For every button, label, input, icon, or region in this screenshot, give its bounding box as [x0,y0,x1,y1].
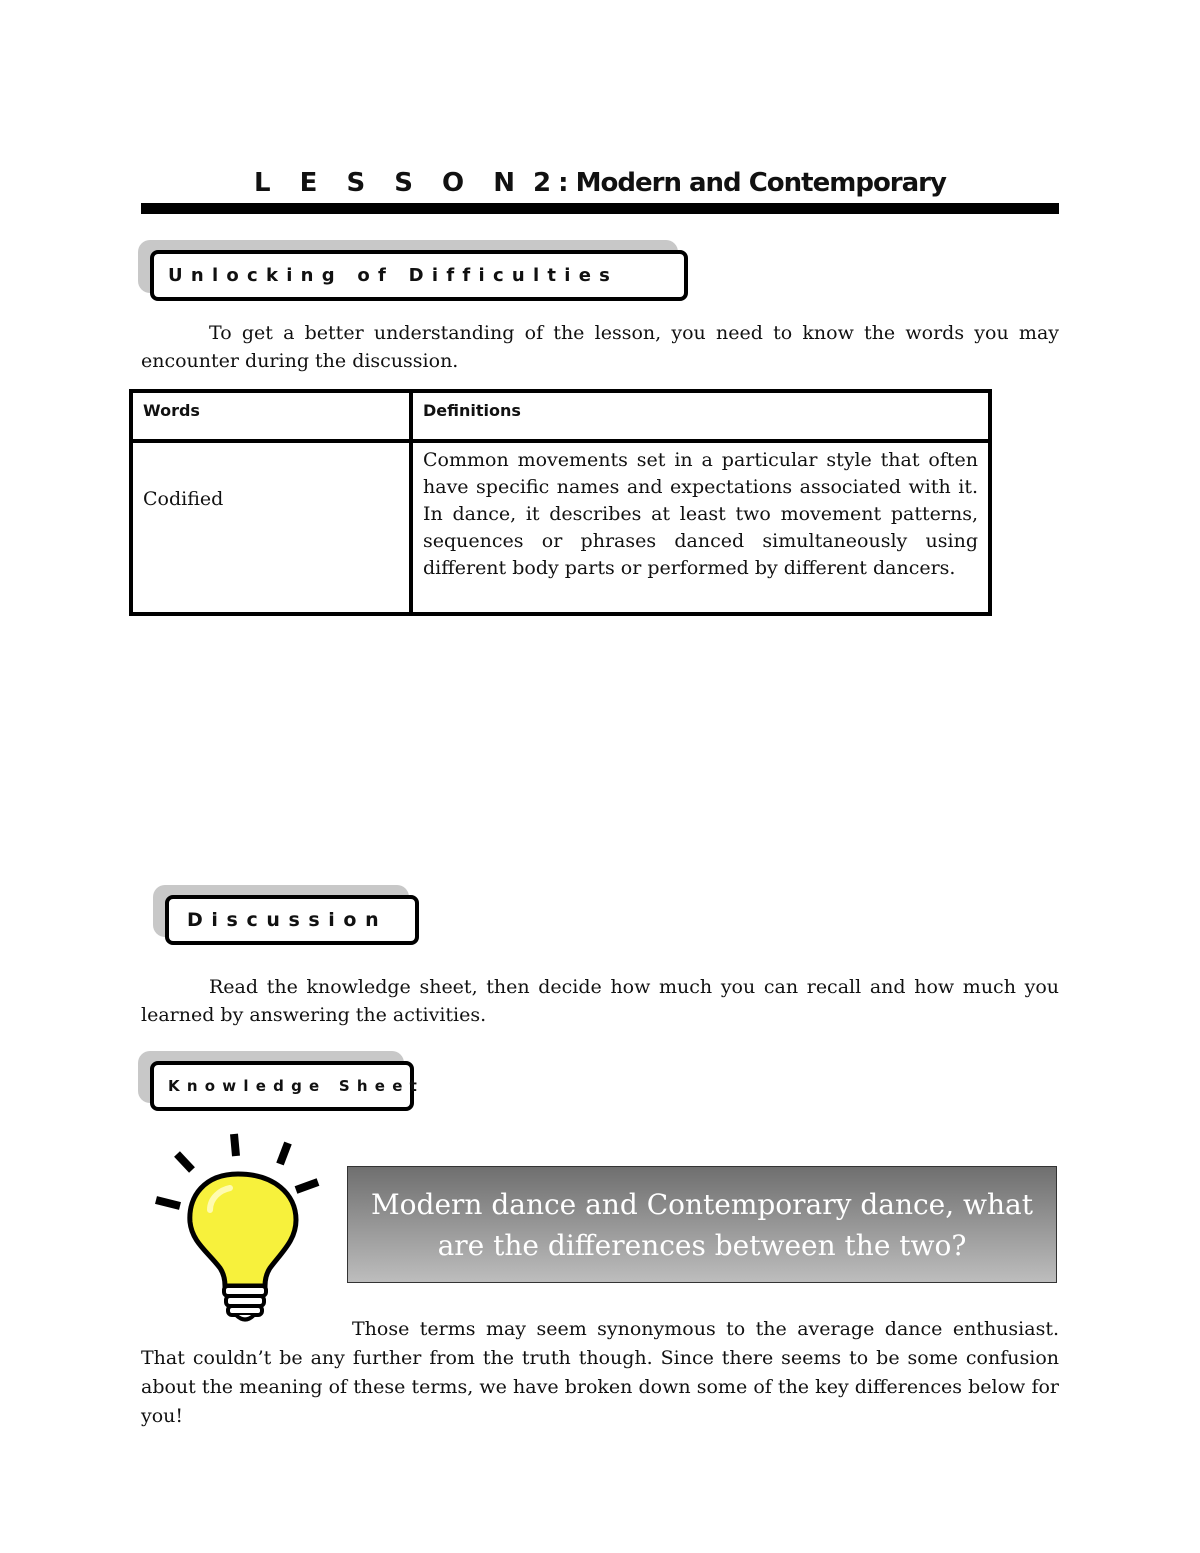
question-text: Modern dance and Contemporary dance, what are the differences between the two? [371,1187,1033,1262]
lesson-name: Modern and Contemporary [575,168,946,198]
lesson-separator: : [558,168,568,198]
lesson-number: 2 [533,168,551,198]
definition-cell: Common movements set in a particular style that often have specific names and expectations associated with it. In dance, it describes at least two movement patterns, sequences or phrases danced simultaneously using different body parts or performed by different dancers. [411,441,990,614]
vocabulary-table [129,389,992,616]
section-tab-knowledge [150,1061,418,1111]
discussion-paragraph [141,973,1059,1029]
term-cell: Codified [131,441,411,614]
question-callout [347,1166,1057,1283]
intro-text: To get a better understanding of the lesson, you need to know the words you may encounter during the discussion. [141,322,1059,372]
tab-box [150,1061,418,1111]
lesson-prefix: L E S S O N [254,168,525,198]
section-tab-unlocking [150,250,688,301]
discussion-text: Read the knowledge sheet, then decide how much you can recall and how much you learned by answering the activities. [141,976,1059,1026]
header-definitions: Definitions [411,391,990,441]
knowledge-text: Those terms may seem synonymous to the average dance enthusiast. That couldn’t be any further from the truth though. Since there seems to be some confusion about the meaning of these terms, we have broken down some of the key differences below for you! [141,1318,1059,1427]
table-row [131,441,990,614]
tab-box [165,895,419,945]
section-title-knowledge: K n o w l e d g e S h e e t [168,1077,418,1095]
knowledge-paragraph [141,1315,1059,1431]
table-header-row [131,391,990,441]
section-title-discussion: D i s c u s s i o n [187,909,380,931]
lesson-title [140,168,1060,198]
title-rule [141,203,1059,214]
section-tab-discussion [165,895,419,945]
section-title-unlocking: U n l o c k i n g o f D i f f i c u l t i e s [168,265,611,286]
tab-box [150,250,688,301]
lightbulb-icon [150,1130,330,1325]
header-words: Words [131,391,411,441]
intro-paragraph [141,319,1059,375]
